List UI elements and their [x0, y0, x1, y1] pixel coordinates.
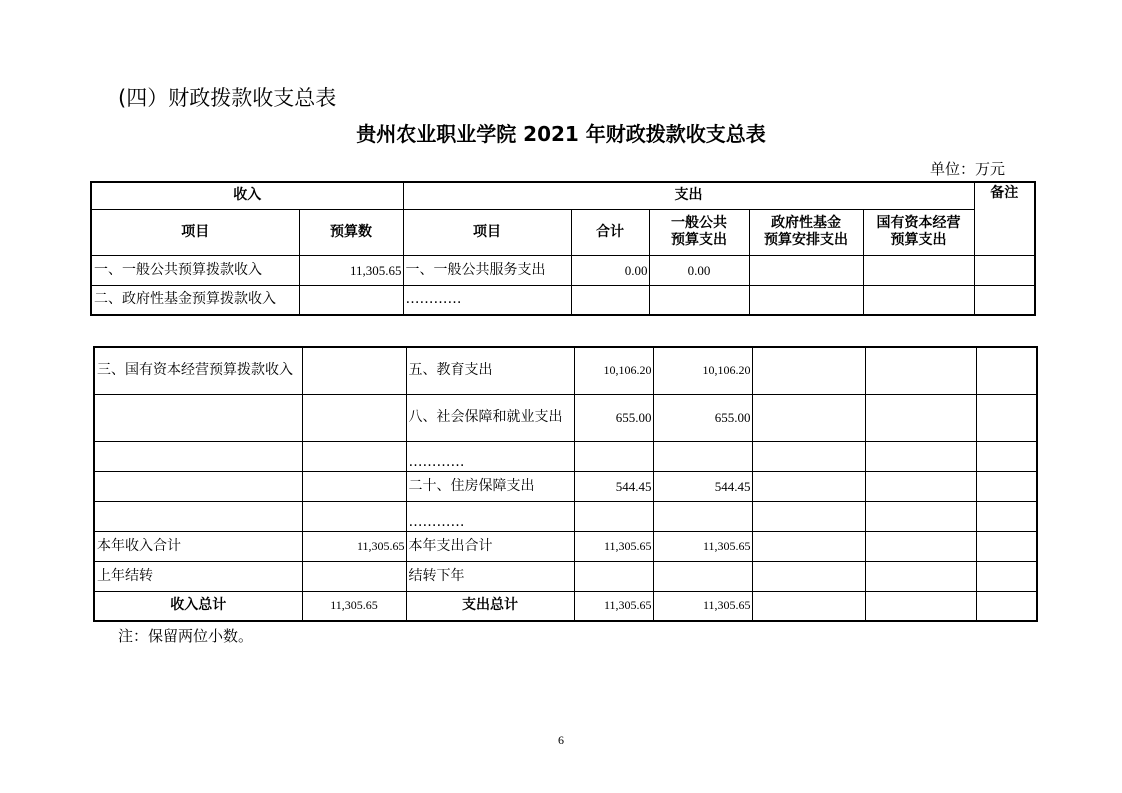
budget-header: 预算数 — [299, 209, 403, 255]
budget-cell: 11,305.65 — [299, 255, 403, 285]
total-cell: 544.45 — [574, 471, 653, 501]
state-capital-cell — [865, 394, 976, 441]
general-cell: 0.00 — [649, 255, 749, 285]
gov-fund-cell — [752, 394, 865, 441]
state-capital-cell — [865, 441, 976, 471]
total-cell: 11,305.65 — [574, 591, 653, 621]
income-item-cell: 上年结转 — [94, 561, 302, 591]
gov-fund-cell — [749, 285, 863, 315]
expense-total-label: 支出总计 — [406, 591, 574, 621]
state-capital-cell — [865, 347, 976, 394]
gov-fund-cell — [752, 561, 865, 591]
expense-item-cell: ………… — [406, 501, 574, 531]
total-cell — [574, 441, 653, 471]
expense-item-cell: 五、教育支出 — [406, 347, 574, 394]
expense-item-cell: 二十、住房保障支出 — [406, 471, 574, 501]
footnote: 注：保留两位小数。 — [118, 627, 254, 645]
table-row — [94, 591, 1037, 621]
gov-fund-header: 政府性基金 预算安排支出 — [749, 209, 863, 255]
state-capital-cell — [865, 501, 976, 531]
total-cell: 0.00 — [571, 255, 649, 285]
remark-cell — [974, 255, 1035, 285]
table-row — [94, 471, 1037, 501]
summary-table-top — [90, 181, 1036, 316]
budget-cell: 11,305.65 — [302, 591, 406, 621]
table-row — [94, 347, 1037, 394]
remark-cell — [976, 501, 1037, 531]
gov-fund-cell — [752, 531, 865, 561]
budget-cell — [302, 394, 406, 441]
total-header: 合计 — [571, 209, 649, 255]
expense-item-cell: 结转下年 — [406, 561, 574, 591]
state-capital-cell — [865, 531, 976, 561]
expense-item-cell: ………… — [403, 285, 571, 315]
total-cell — [574, 501, 653, 531]
gov-fund-cell — [752, 591, 865, 621]
income-item-cell: 二、政府性基金预算拨款收入 — [91, 285, 299, 315]
gov-fund-cell — [752, 471, 865, 501]
state-capital-cell — [865, 591, 976, 621]
expense-item-cell: 本年支出合计 — [406, 531, 574, 561]
income-item-cell — [94, 501, 302, 531]
gov-fund-cell — [752, 501, 865, 531]
document-title: 贵州农业职业学院 2021 年财政拨款收支总表 — [356, 122, 766, 146]
budget-cell — [302, 347, 406, 394]
state-capital-cell — [865, 471, 976, 501]
income-item-cell: 三、国有资本经营预算拨款收入 — [94, 347, 302, 394]
table-row — [91, 285, 1035, 315]
general-cell: 544.45 — [653, 471, 752, 501]
table-row — [94, 561, 1037, 591]
budget-cell — [302, 561, 406, 591]
general-cell — [653, 501, 752, 531]
expense-item-cell: 八、社会保障和就业支出 — [406, 394, 574, 441]
state-capital-header: 国有资本经营 预算支出 — [863, 209, 974, 255]
remark-cell — [976, 471, 1037, 501]
budget-cell — [299, 285, 403, 315]
expense-item-cell: 一、一般公共服务支出 — [403, 255, 571, 285]
general-cell: 11,305.65 — [653, 531, 752, 561]
remark-cell — [976, 441, 1037, 471]
total-cell — [574, 561, 653, 591]
general-public-header: 一般公共 预算支出 — [649, 209, 749, 255]
income-item-cell: 本年收入合计 — [94, 531, 302, 561]
total-cell — [571, 285, 649, 315]
table-row — [91, 255, 1035, 285]
income-item-cell — [94, 471, 302, 501]
state-capital-cell — [863, 285, 974, 315]
expense-header: 支出 — [403, 182, 974, 209]
remark-cell — [976, 394, 1037, 441]
remark-cell — [976, 531, 1037, 561]
gov-fund-cell — [752, 347, 865, 394]
budget-cell: 11,305.65 — [302, 531, 406, 561]
gov-fund-cell — [749, 255, 863, 285]
general-cell: 11,305.65 — [653, 591, 752, 621]
general-cell — [649, 285, 749, 315]
budget-cell — [302, 501, 406, 531]
remark-cell — [976, 561, 1037, 591]
income-item-cell — [94, 441, 302, 471]
general-cell — [653, 441, 752, 471]
total-cell: 11,305.65 — [574, 531, 653, 561]
summary-table-bottom — [93, 346, 1038, 622]
remark-cell — [974, 285, 1035, 315]
section-heading: (四）财政拨款收支总表 — [118, 86, 337, 110]
income-item-cell: 一、一般公共预算拨款收入 — [91, 255, 299, 285]
total-cell: 655.00 — [574, 394, 653, 441]
expense-item-cell: ………… — [406, 441, 574, 471]
income-header: 收入 — [91, 182, 403, 209]
state-capital-cell — [863, 255, 974, 285]
income-total-label: 收入总计 — [94, 591, 302, 621]
remark-cell — [976, 347, 1037, 394]
income-item-header: 项目 — [91, 209, 299, 255]
income-item-cell — [94, 394, 302, 441]
budget-cell — [302, 471, 406, 501]
table-row — [94, 441, 1037, 471]
general-cell — [653, 561, 752, 591]
gov-fund-cell — [752, 441, 865, 471]
remark-cell — [976, 591, 1037, 621]
page-number: 6 — [558, 733, 564, 747]
unit-label: 单位：万元 — [930, 160, 1006, 178]
state-capital-cell — [865, 561, 976, 591]
expense-item-header: 项目 — [403, 209, 571, 255]
general-cell: 10,106.20 — [653, 347, 752, 394]
remark-header: 备注 — [974, 182, 1035, 255]
table-row — [94, 531, 1037, 561]
total-cell: 10,106.20 — [574, 347, 653, 394]
general-cell: 655.00 — [653, 394, 752, 441]
table-row — [94, 501, 1037, 531]
budget-cell — [302, 441, 406, 471]
table-row — [94, 394, 1037, 441]
